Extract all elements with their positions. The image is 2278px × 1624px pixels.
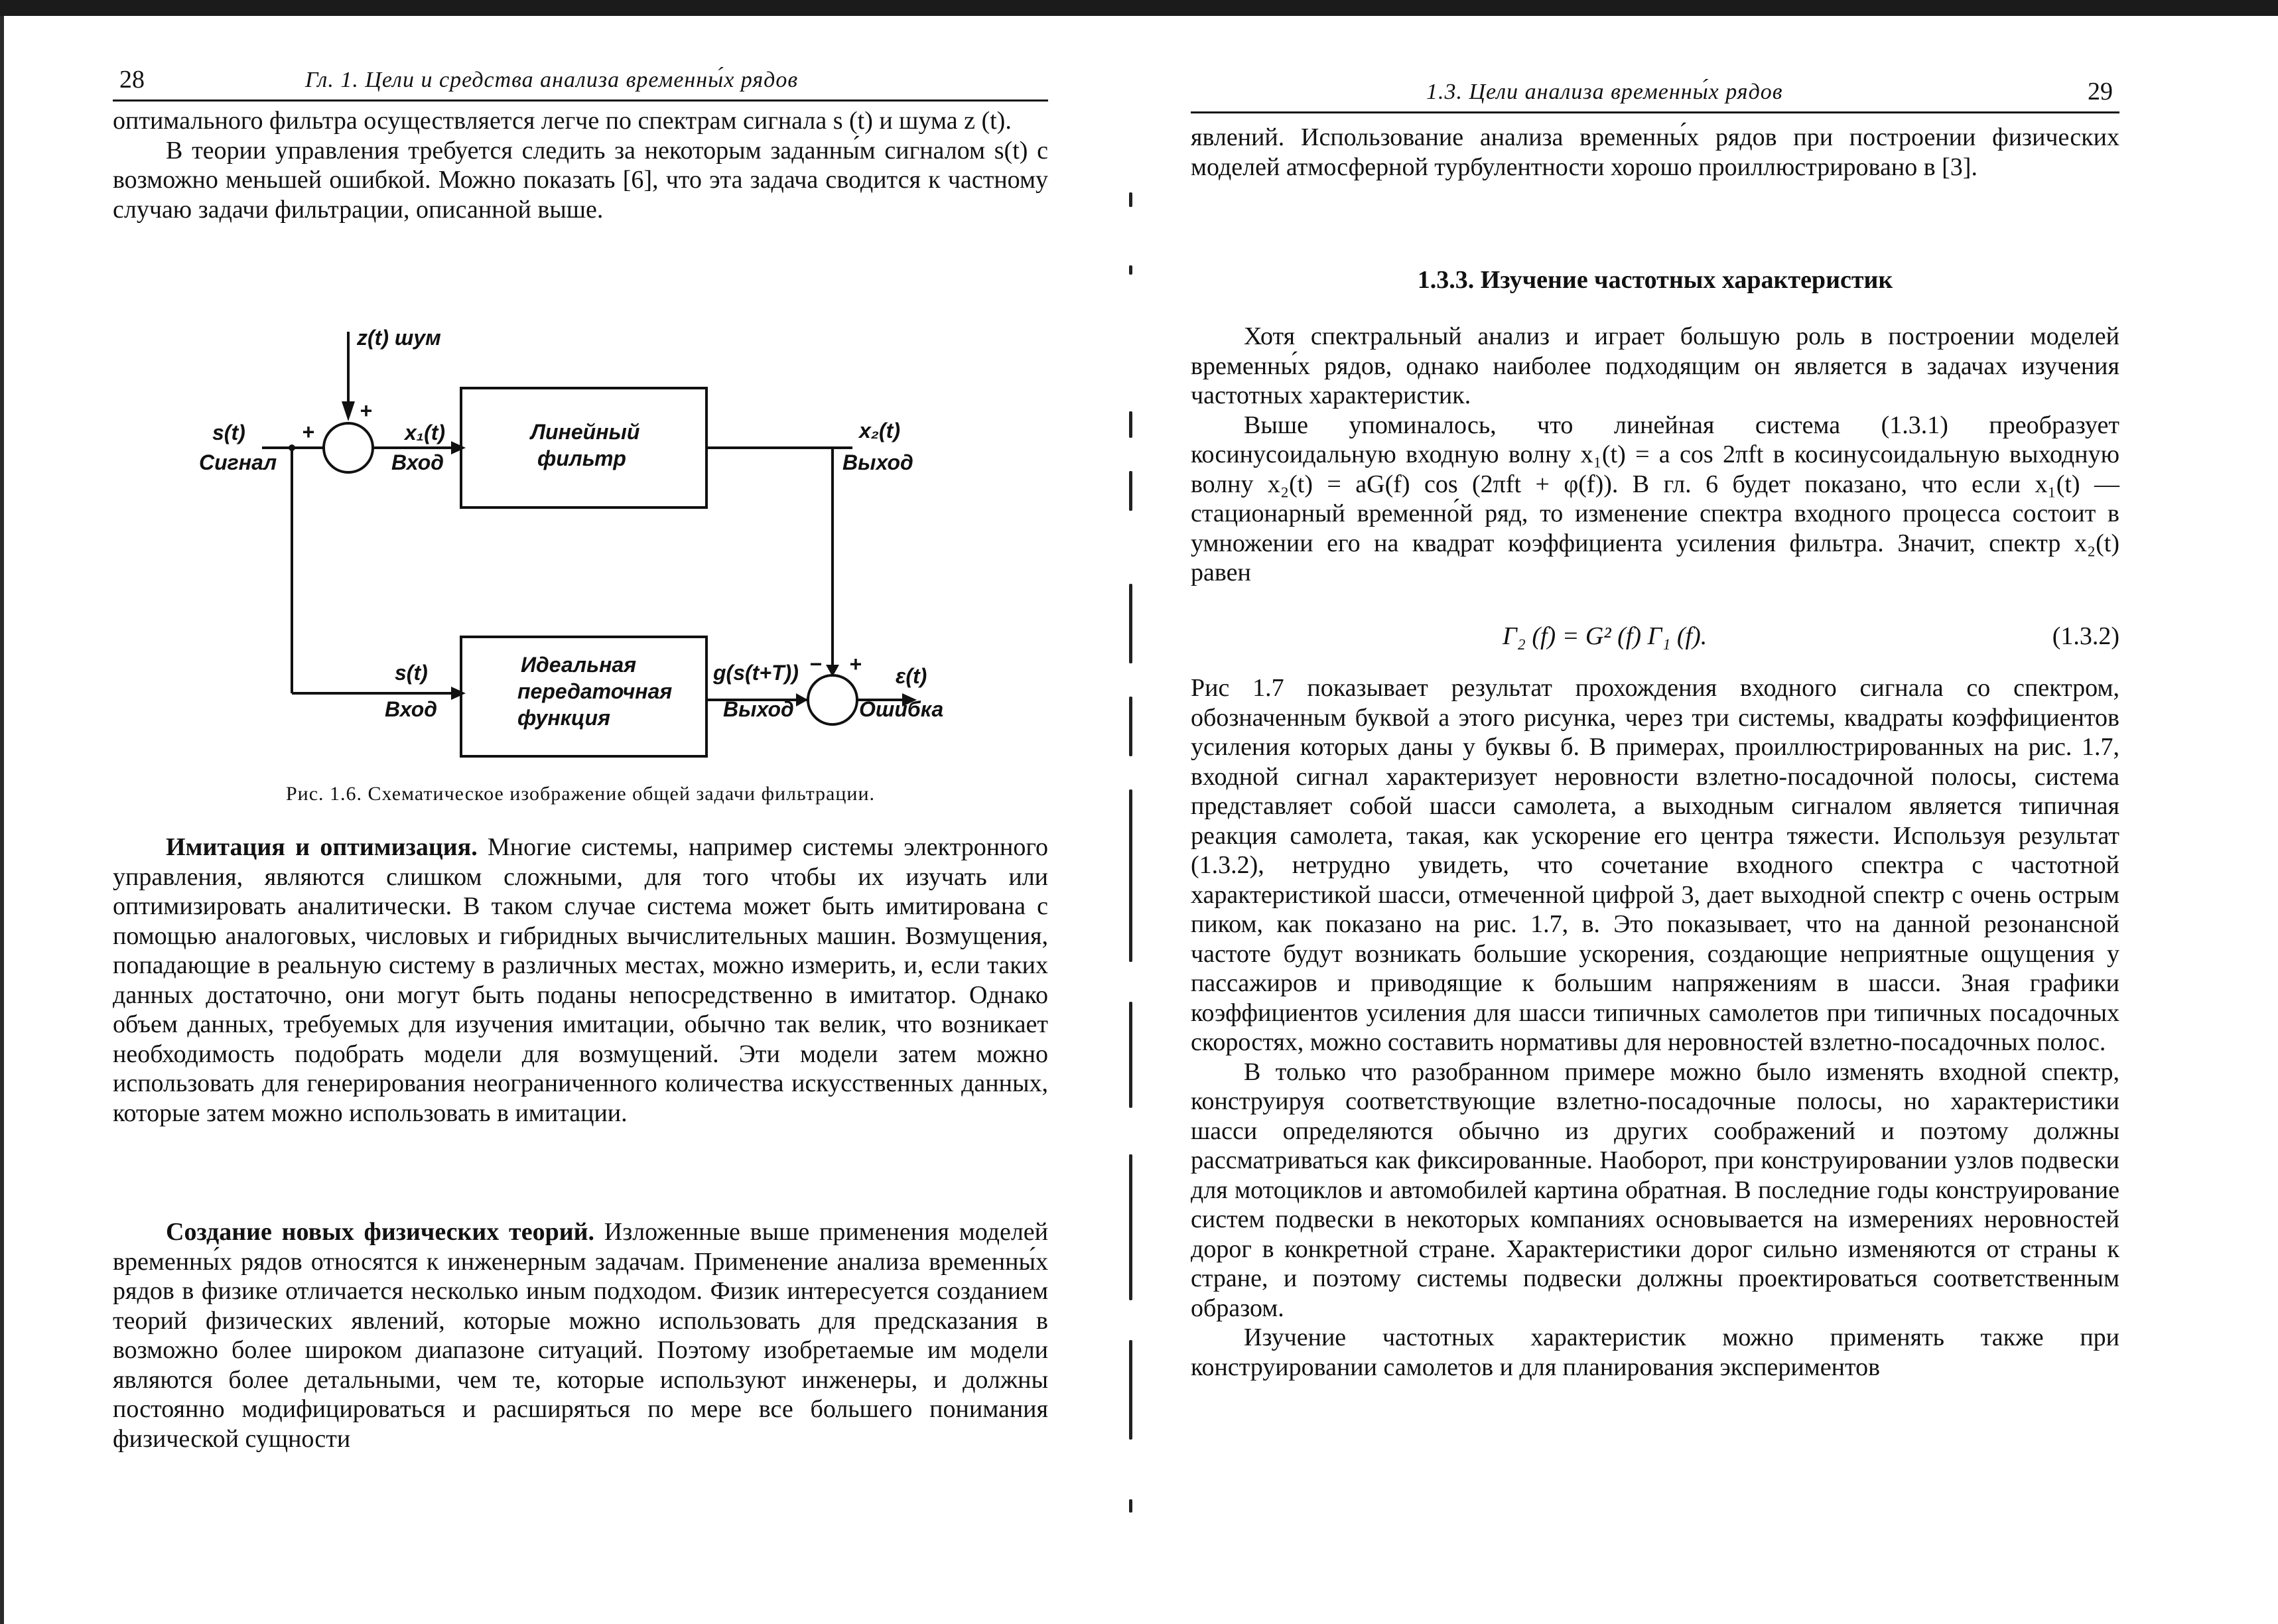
signal-branch-dot bbox=[289, 444, 295, 451]
input1-name-label: Вход bbox=[391, 450, 444, 474]
right-para-2: Выше упоминалось, что линейная система (1.3.1) преобразует косинусоидальную входную волну x₁(t) = a cos 2πft в косинусоидальную выходную волну x₂(t) = aG(f) cos (2πft + φ(f)). В гл. 6 будет показано, что если x₁(t) — стационарный временно́й ряд, то изменение спектра входного процесса состоит в умножении его на квадрат коэффициента усиления фильтра. Значит, спектр x₂(t) равен bbox=[1191, 411, 2119, 586]
left-para-top: оптимального фильтра осуществляется легче по спектрам сигнала s (t) и шума z (t). bbox=[113, 107, 1012, 135]
left-top-text bbox=[113, 106, 1048, 224]
minus-label: − bbox=[809, 652, 822, 676]
right-running-title: 1.3. Цели анализа временны́х рядов bbox=[1426, 80, 1783, 104]
ideal-output-name-label: Выход bbox=[723, 697, 794, 721]
plus-top-label: + bbox=[360, 399, 372, 423]
signal-name-label: Сигнал bbox=[199, 450, 277, 474]
formula-expression: Γ₂ (f) = G² (f) Γ₁ (f). bbox=[1503, 622, 1708, 650]
left-page-number: 28 bbox=[119, 66, 145, 94]
output-var-label: x₂(t) bbox=[859, 419, 900, 442]
left-running-head bbox=[113, 61, 1048, 102]
physics-body: Изложенные выше применения моделей временны́х рядов относятся к инженерным задачам. Применение анализа временны́х рядов в физике отличается несколько иным подходом. Физик интересуется созданием теорий физических явлений, которые можно использовать для предсказания в возможно более широком диапазоне ситуаций. Поэтому изобретаемые им модели являются более детальными, чем те, которые используют инженеры, и должны постоянно модифицироваться и расширяться по мере все большего понимания физической сущности bbox=[113, 1218, 1049, 1453]
error-name-label: Ошибка bbox=[859, 697, 944, 721]
ideal-input-var-label: s(t) bbox=[395, 661, 428, 685]
filter-line2-label: фильтр bbox=[537, 446, 626, 470]
ideal-line3-label: функция bbox=[517, 706, 610, 730]
formula-number: (1.3.2) bbox=[2052, 622, 2119, 650]
right-running-head bbox=[1191, 73, 2119, 113]
right-para-3: Рис 1.7 показывает результат прохождения входного сигнала со спектром, обозначенным буквой а этого рисунка, через три системы, квадраты коэффициентов усиления которых даны у буквы б. В примерах, проиллюстрированных на рис. 1.7, входной сигнал характеризует неровности взлетно-посадочной полосы, система представляет собой шасси самолета, а выходным сигналом является типичная реакция самолета, такая, как ускорение его центра тяжести. Используя результат (1.3.2), нетрудно увидеть, что сочетание входного спектра с частотной характеристикой шасси, отмеченной цифрой 3, дает выходной спектр с очень острым пиком, как показано на рис. 1.7, в. Это показывает, что на данной резонансной частоте будут возникать большие ускорения, создающие неприятные ощущения у пассажиров и приводящие к большим напряжениям в шасси. Зная графики коэффициентов усиления для шасси типичных самолетов при типичных посадочных скоростях, можно составить нормативы для неровностей взлетно-посадочных полос. bbox=[1191, 674, 2119, 1056]
figure-1-6-diagram bbox=[113, 325, 1048, 770]
right-para-top: явлений. Использование анализа временны́х рядов при построении физических моделей атмосферной турбулентности хорошо проиллюстрировано в [3]. bbox=[1191, 123, 2119, 181]
ideal-output-var-label: g(s(t+T)) bbox=[713, 661, 799, 685]
left-running-title: Гл. 1. Цели и средства анализа временны́х рядов bbox=[305, 68, 799, 92]
ideal-input-name-label: Вход bbox=[385, 697, 438, 721]
signal-var-label: s(t) bbox=[212, 421, 245, 444]
right-para-block-1 bbox=[1191, 322, 2119, 588]
plus-right-label: + bbox=[849, 652, 862, 676]
right-para-block-2 bbox=[1191, 673, 2119, 1382]
noise-arrow-head bbox=[342, 401, 355, 421]
ideal-line2-label: передаточная bbox=[517, 679, 673, 703]
formula-1-3-2 bbox=[1191, 622, 2119, 655]
scan-left-edge bbox=[0, 16, 4, 1624]
input-arrow-head bbox=[451, 441, 466, 454]
book-spine-gutter bbox=[1121, 100, 1141, 1559]
summing-junction-left bbox=[324, 423, 373, 472]
ideal-output-arrow-head bbox=[796, 693, 808, 707]
right-para-5: Изучение частотных характеристик можно применять также при конструировании самолетов и для планирования экспериментов bbox=[1191, 1323, 2119, 1381]
noise-label: z(t) шум bbox=[357, 326, 441, 350]
imitation-body: Многие системы, например системы электронного управления, являются слишком сложными, для того чтобы их изучать или оптимизировать аналитически. В таком случае система может быть имитирована с помощью аналоговых, числовых и гибридных вычислительных машин. Возмущения, попадающие в реальную систему в различных местах, можно измерить, и, если таких данных достаточно, они могут быть поданы непосредственно в имитатор. Однако объем данных, требуемых для изучения имитации, обычно так велик, что возникает необходимость подобрать модели для возмущений. Эти модели затем можно использовать для генерирования неограниченного количества искусственных данных, которые затем можно использовать в имитации. bbox=[113, 833, 1049, 1127]
left-imitation-section bbox=[113, 833, 1048, 1128]
section-1-3-3-title: 1.3.3. Изучение частотных характеристик bbox=[1417, 266, 1893, 294]
scan-top-edge bbox=[0, 0, 2278, 16]
ideal-input-arrow-head bbox=[451, 687, 466, 700]
error-var-label: ε(t) bbox=[896, 664, 927, 688]
right-para-1: Хотя спектральный анализ и играет большую роль в построении моделей временны́х рядов, однако наиболее подходящим он является в задачах изучения частотных характеристик. bbox=[1191, 322, 2119, 409]
left-para-control: В теории управления требуется следить за некоторым заданны́м сигналом s(t) с возможно меньшей ошибкой. Можно показать [6], что эта задача сводится к частному случаю задачи фильтрации, описанной выше. bbox=[113, 136, 1048, 224]
imitation-title: Имитация и оптимизация. bbox=[166, 833, 478, 861]
input1-var-label: x₁(t) bbox=[405, 421, 446, 444]
ideal-line1-label: Идеальная bbox=[521, 653, 637, 677]
filter-line1-label: Линейный bbox=[531, 420, 640, 444]
plus-left-label: + bbox=[302, 420, 314, 444]
summing-junction-right bbox=[808, 675, 857, 724]
output-name-label: Выход bbox=[842, 450, 913, 474]
right-page-number: 29 bbox=[2088, 78, 2113, 105]
figure-1-6-caption: Рис. 1.6. Схематическое изображение общей задачи фильтрации. bbox=[285, 783, 876, 805]
physics-title: Создание новых физических теорий. bbox=[166, 1218, 595, 1246]
left-physics-section bbox=[113, 1217, 1048, 1454]
right-para-4: В только что разобранном примере можно было изменять входной спектр, конструируя соответствующие взлетно-посадочные полосы, но характеристики шасси определяются обычно из других соображений и поэтому должны рассматриваться как фиксированные. Наоборот, при конструировании узлов подвески для мотоциклов и автомобилей картина обратная. В последние годы конструирование систем подвески в некоторых компаниях основывается на измерениях неровностей дорог в конкретной стране. Характеристики дорог сильно изменяются от страны к стране, и поэтому системы подвески должны проектироваться соответственным образом. bbox=[1191, 1057, 2119, 1322]
right-top-text bbox=[1191, 123, 2119, 182]
